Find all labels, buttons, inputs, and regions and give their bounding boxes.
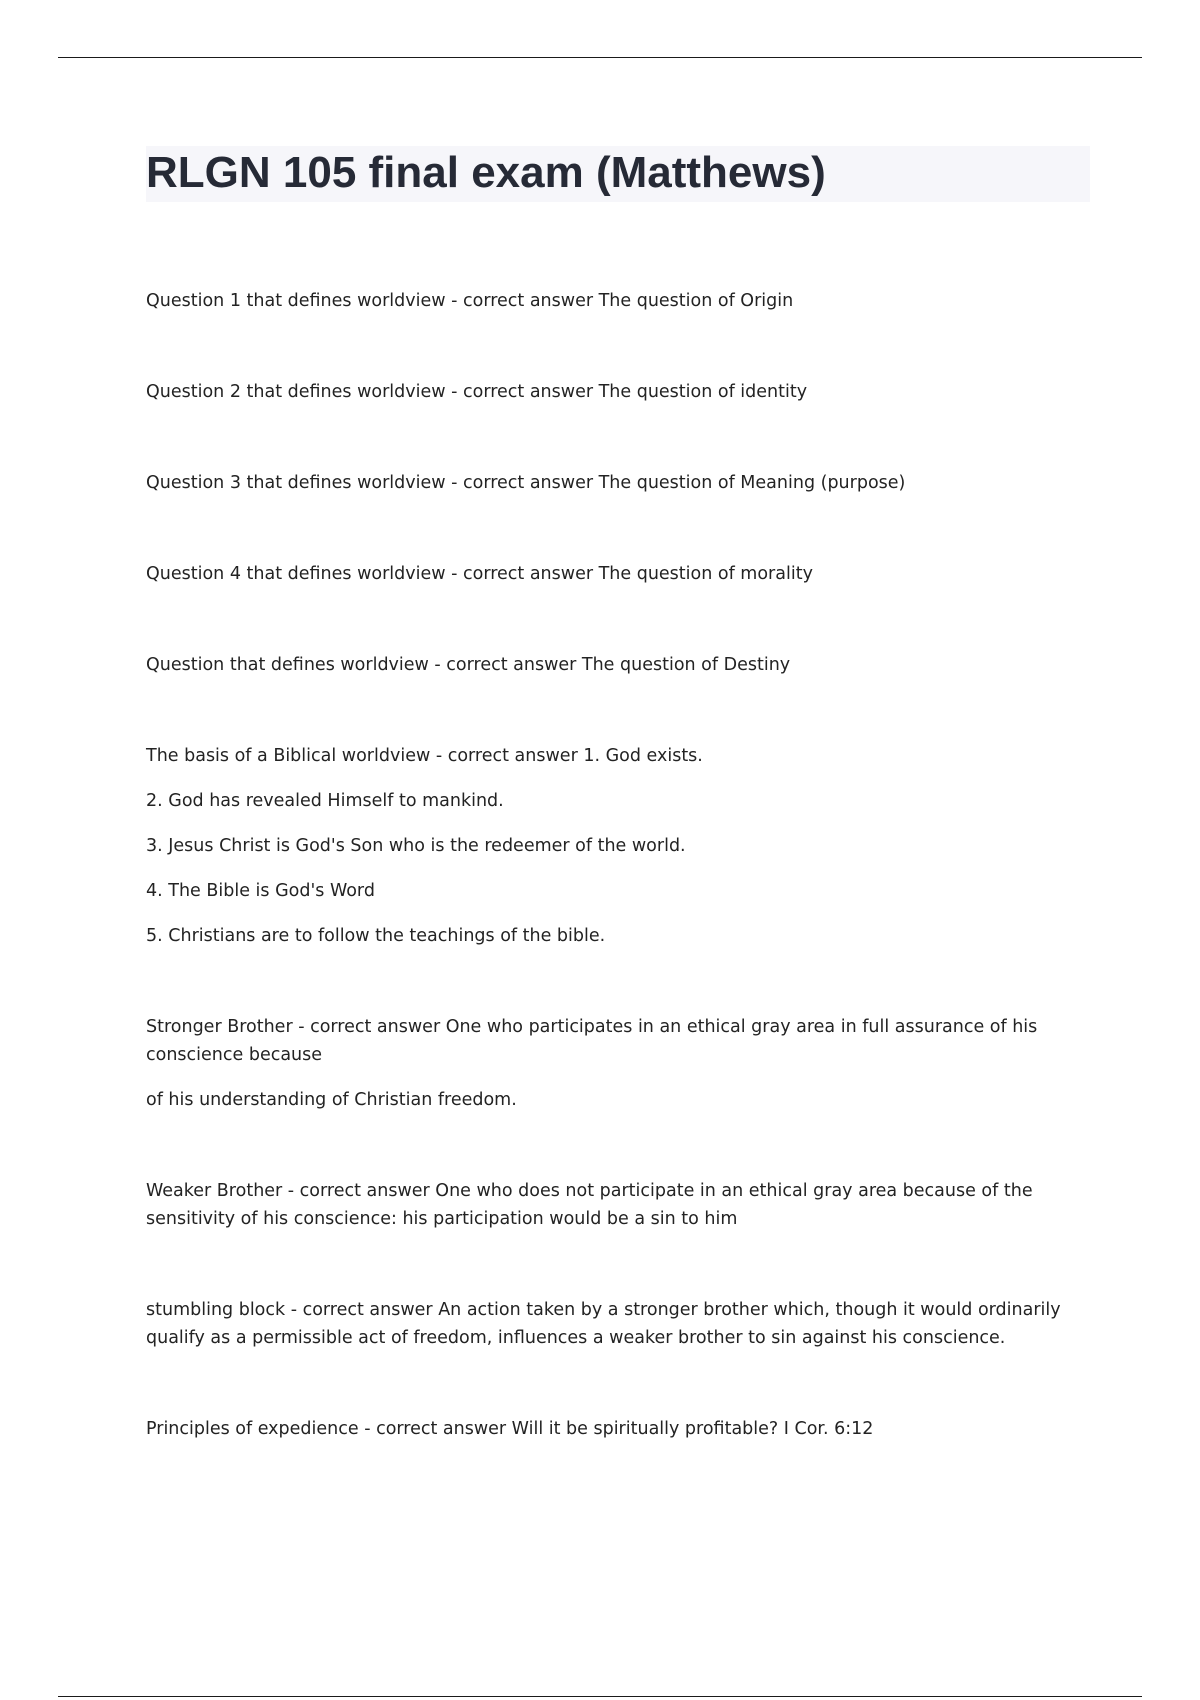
entry-line: Question that defines worldview - correct answer The question of Destiny <box>146 655 791 675</box>
qa-entry-worldview-q3 <box>146 469 1096 497</box>
qa-entry-biblical-worldview <box>146 742 1096 950</box>
document-title: RLGN 105 final exam (Matthews) <box>146 148 826 197</box>
qa-entry-principles-expedience <box>146 1415 1096 1443</box>
list-item: 4. The Bible is God's Word <box>146 881 375 901</box>
qa-entry-worldview-q4 <box>146 560 1096 588</box>
entry-line: of his understanding of Christian freedom. <box>146 1090 517 1110</box>
bottom-rule <box>58 1696 1142 1697</box>
qa-entry-stumbling-block <box>146 1296 1096 1352</box>
entry-line: Question 4 that defines worldview - correct answer The question of morality <box>146 564 813 584</box>
entry-line: Principles of expedience - correct answer Will it be spiritually profitable? I Cor. 6:12 <box>146 1419 874 1439</box>
entry-line: Stronger Brother - correct answer One who participates in an ethical gray area in full assurance of his conscience because <box>146 1017 1038 1065</box>
document-body <box>146 287 1096 1506</box>
entry-line: stumbling block - correct answer An action taken by a stronger brother which, though it would ordinarily qualify as a permissible act of freedom, influences a weaker brother to sin against his conscience. <box>146 1300 1061 1348</box>
list-item: 3. Jesus Christ is God's Son who is the redeemer of the world. <box>146 836 686 856</box>
entry-line: Question 3 that defines worldview - correct answer The question of Meaning (purpose) <box>146 473 906 493</box>
qa-entry-stronger-brother <box>146 1013 1096 1114</box>
entry-line: The basis of a Biblical worldview - correct answer 1. God exists. <box>146 746 703 766</box>
top-rule <box>58 57 1142 58</box>
list-item: 2. God has revealed Himself to mankind. <box>146 791 504 811</box>
qa-entry-worldview-q1 <box>146 287 1096 315</box>
qa-entry-worldview-q2 <box>146 378 1096 406</box>
list-item: 5. Christians are to follow the teachings of the bible. <box>146 926 606 946</box>
qa-entry-worldview-q5 <box>146 651 1096 679</box>
entry-line: Weaker Brother - correct answer One who does not participate in an ethical gray area because of the sensitivity of his conscience: his participation would be a sin to him <box>146 1181 1033 1229</box>
entry-line: Question 2 that defines worldview - correct answer The question of identity <box>146 382 808 402</box>
qa-entry-weaker-brother <box>146 1177 1096 1233</box>
entry-line: Question 1 that defines worldview - correct answer The question of Origin <box>146 291 794 311</box>
